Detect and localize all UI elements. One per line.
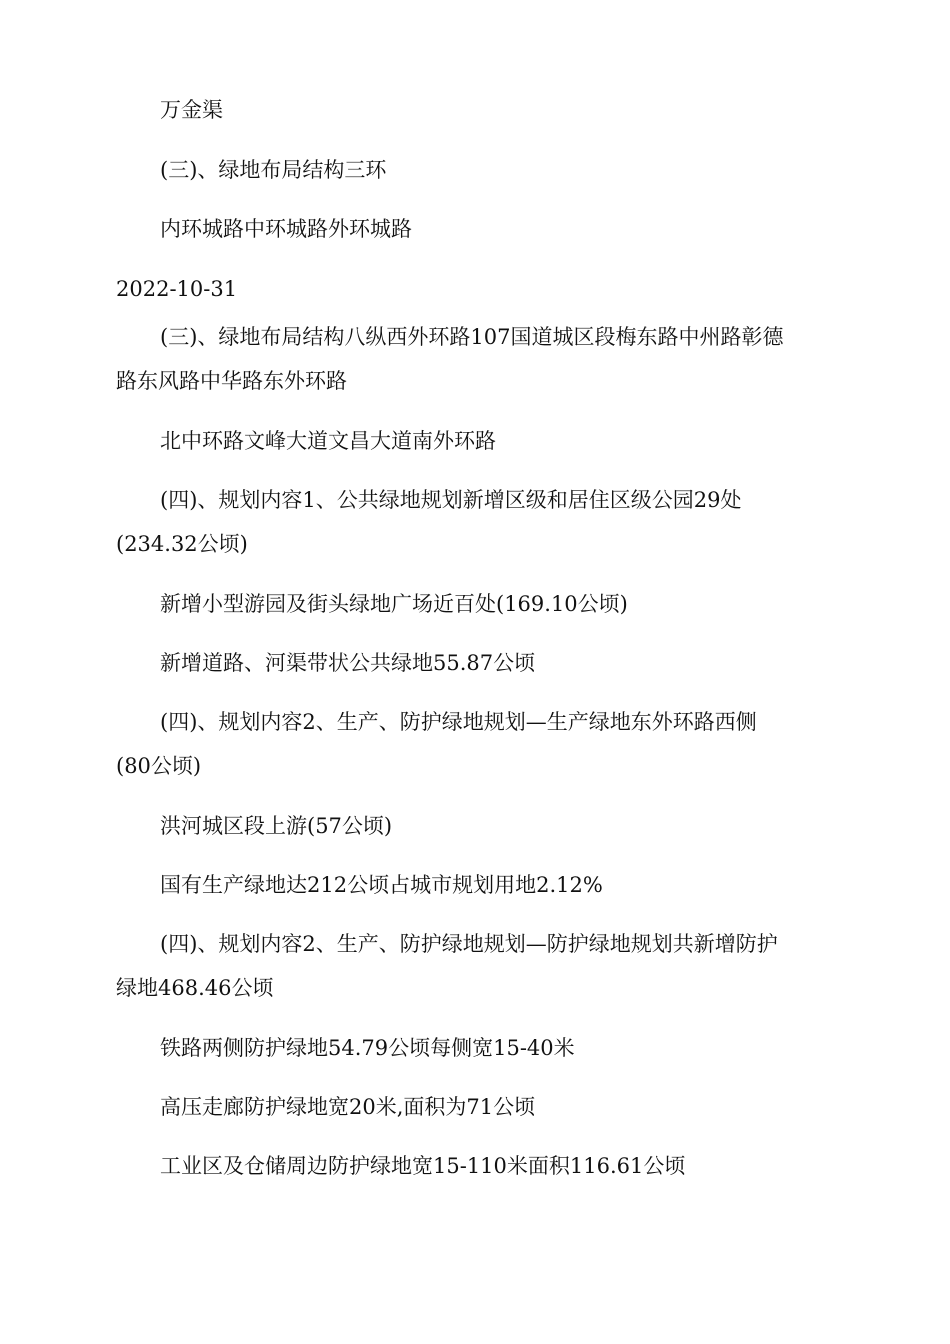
text-line-continued: (80公顷) bbox=[116, 754, 202, 778]
section-heading: (四)、规划内容2、生产、防护绿地规划—生产绿地东外环路西侧 bbox=[160, 710, 757, 734]
text-line-continued: 路东风路中华路东外环路 bbox=[116, 369, 347, 393]
text-line: 新增道路、河渠带状公共绿地55.87公顷 bbox=[160, 651, 536, 675]
text-line: 洪河城区段上游(57公顷) bbox=[160, 814, 393, 838]
text-line: 内环城路中环城路外环城路 bbox=[160, 217, 412, 241]
date-line: 2022-10-31 bbox=[116, 277, 238, 301]
text-line: 万金渠 bbox=[160, 98, 223, 122]
section-heading: (四)、规划内容2、生产、防护绿地规划—防护绿地规划共新增防护 bbox=[160, 932, 778, 956]
section-heading: (三)、绿地布局结构八纵西外环路107国道城区段梅东路中州路彰德 bbox=[160, 325, 784, 349]
text-line: 高压走廊防护绿地宽20米,面积为71公顷 bbox=[160, 1095, 536, 1119]
text-line: 铁路两侧防护绿地54.79公顷每侧宽15-40米 bbox=[160, 1036, 575, 1060]
text-line-continued: (234.32公顷) bbox=[116, 532, 248, 556]
text-line: 国有生产绿地达212公顷占城市规划用地2.12% bbox=[160, 873, 603, 897]
text-line-continued: 绿地468.46公顷 bbox=[116, 976, 274, 1000]
text-line: 新增小型游园及街头绿地广场近百处(169.10公顷) bbox=[160, 592, 628, 616]
section-heading: (四)、规划内容1、公共绿地规划新增区级和居住区级公园29处 bbox=[160, 488, 742, 512]
section-heading: (三)、绿地布局结构三环 bbox=[160, 158, 387, 182]
text-line: 北中环路文峰大道文昌大道南外环路 bbox=[160, 429, 496, 453]
text-line: 工业区及仓储周边防护绿地宽15-110米面积116.61公顷 bbox=[160, 1154, 686, 1178]
